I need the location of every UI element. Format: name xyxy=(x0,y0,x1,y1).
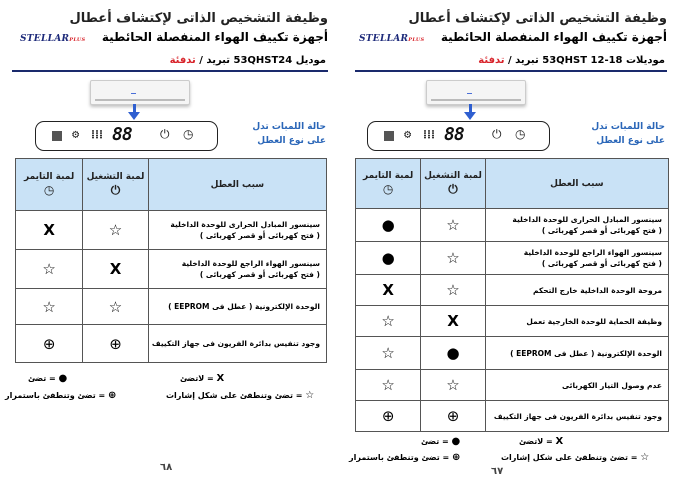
star-outline-icon: ☆ xyxy=(421,242,485,275)
arrow-head-icon xyxy=(128,112,140,120)
star-outline-icon: ☆ xyxy=(356,370,421,401)
x-mark: X xyxy=(356,275,421,306)
title-underline xyxy=(12,70,328,72)
header-cause: سبب العطل xyxy=(485,159,668,209)
star-outline-icon: ☆ xyxy=(640,452,650,463)
indoor-unit-image xyxy=(426,80,526,105)
title-underline xyxy=(355,70,667,72)
legend-x: X = لاتضئ xyxy=(519,436,564,447)
cause-cell: سينسور الهواء الراجع للوحدة الداخلية ( فتح كهربائى أو قصر كهربائى ) xyxy=(148,250,326,289)
page-right xyxy=(341,0,673,480)
header-timer-lamp: لمبة التايمر ◷ xyxy=(356,159,421,209)
table-row xyxy=(356,337,669,370)
page-left xyxy=(0,0,334,480)
page-subtitle: أجهزة تكييف الهواء المنفصلة الحائطية xyxy=(440,30,667,44)
bars-icon: ⁞⁞⁞ xyxy=(91,127,103,141)
filled-dot-icon: ● xyxy=(421,337,485,370)
power-icon: ⏻ xyxy=(160,127,170,141)
cause-cell: الوحدة الإلكترونية ( عطل فى EEPROM ) xyxy=(148,289,326,325)
indicator-dot xyxy=(131,93,136,94)
legend-dot: ● = تضئ xyxy=(28,373,68,384)
star-outline-icon: ☆ xyxy=(16,250,83,289)
page-title: وظيفة التشخيص الذاتى لإكتشاف أعطال xyxy=(408,11,667,26)
cause-cell: الوحدة الإلكترونية ( عطل فى EEPROM ) xyxy=(485,337,668,370)
digits-display: 88 xyxy=(444,124,464,145)
star-outline-icon: ☆ xyxy=(83,289,148,325)
circle-cross-icon: ⊕ xyxy=(16,325,83,363)
star-outline-icon: ☆ xyxy=(421,275,485,306)
mode-cool: تبريد / xyxy=(508,55,539,66)
timer-icon: ◷ xyxy=(43,183,55,197)
table-row xyxy=(356,401,669,432)
star-outline-icon: ☆ xyxy=(356,337,421,370)
arrow-head-icon xyxy=(464,112,476,120)
circle-cross-icon: ⊕ xyxy=(452,452,461,463)
star-outline-icon: ☆ xyxy=(83,211,148,250)
star-outline-icon: ☆ xyxy=(356,306,421,337)
star-outline-icon: ☆ xyxy=(16,289,83,325)
square-indicator-icon xyxy=(384,131,394,141)
error-table xyxy=(355,158,669,432)
x-mark: X xyxy=(16,211,83,250)
x-mark: X xyxy=(421,306,485,337)
filled-dot-icon: ● xyxy=(58,373,68,384)
star-outline-icon: ☆ xyxy=(421,209,485,242)
header-cause: سبب العطل xyxy=(148,159,326,211)
circle-cross-icon: ⊕ xyxy=(108,390,117,401)
header-timer-lamp: لمبة التايمر ◷ xyxy=(16,159,83,211)
cause-cell: وظيفة الحماية للوحدة الخارجية تعمل xyxy=(485,306,668,337)
circle-cross-icon: ⊕ xyxy=(356,401,421,432)
table-row xyxy=(16,250,327,289)
table-row xyxy=(16,211,327,250)
x-mark: X xyxy=(83,250,148,289)
model-label: موديل xyxy=(295,55,326,66)
power-icon: ⏻ xyxy=(448,181,458,196)
model-row xyxy=(478,55,665,66)
model-label: موديلات xyxy=(626,55,665,66)
power-icon: ⏻ xyxy=(110,182,121,197)
square-indicator-icon xyxy=(52,131,62,141)
table-row xyxy=(356,209,669,242)
cause-cell: مروحة الوحدة الداخلية خارج التحكم xyxy=(485,275,668,306)
stellar-logo: STELLARPLUS xyxy=(359,34,425,44)
page-number: ٦٨ xyxy=(160,462,173,473)
model-row xyxy=(170,55,326,66)
bars-icon: ⁞⁞⁞ xyxy=(423,127,435,141)
cause-cell: سينسور المبادل الحرارى للوحدة الداخلية ( فتح كهربائى أو قصر كهربائى ) xyxy=(485,209,668,242)
header-run-lamp: لمبة التشغيل ⏻ xyxy=(83,159,148,211)
mode-heat: تدفئة xyxy=(169,55,196,66)
legend-flash: ⊕ = تضئ وتنطفئ باستمرار xyxy=(5,390,117,401)
table-row xyxy=(16,289,327,325)
legend-x: X = لاتضئ xyxy=(180,373,225,384)
legend-star: ☆ = تضئ وتنطفئ على شكل إشارات xyxy=(166,390,315,401)
error-table xyxy=(15,158,327,363)
star-outline-icon: ☆ xyxy=(305,390,315,401)
cause-cell: وجود تنفيس بدائرة الفريون فى جهاز التكييف xyxy=(148,325,326,363)
model-number: 53QHST24 xyxy=(233,55,293,66)
table-row xyxy=(356,242,669,275)
table-row xyxy=(356,275,669,306)
model-number: 53QHST 12-18 xyxy=(542,55,623,66)
circle-cross-icon: ⊕ xyxy=(421,401,485,432)
table-row xyxy=(356,306,669,337)
table-row xyxy=(356,370,669,401)
mode-heat: تدفئة xyxy=(478,55,505,66)
cause-cell: سينسور المبادل الحرارى للوحدة الداخلية ( فتح كهربائى أو قصر كهربائى ) xyxy=(148,211,326,250)
star-outline-icon: ☆ xyxy=(421,370,485,401)
power-icon: ⏻ xyxy=(492,127,502,141)
timer-icon: ◷ xyxy=(515,127,526,141)
cause-cell: عدم وصول التيار الكهربائى xyxy=(485,370,668,401)
stellar-logo: STELLARPLUS xyxy=(20,34,86,44)
cause-cell: وجود تنفيس بدائرة الفريون فى جهاز التكييف xyxy=(485,401,668,432)
filled-dot-icon: ● xyxy=(451,436,461,447)
lamp-state-label: حالة اللمبات تدل على نوع العطل xyxy=(252,122,326,146)
header-run-lamp: لمبة التشغيل ⏻ xyxy=(421,159,485,209)
fan-icon: ⚙ xyxy=(404,127,412,141)
legend-flash: ⊕ = تضئ وتنطفئ باستمرار xyxy=(349,452,461,463)
legend-star: ☆ = تضئ وتنطفئ على شكل إشارات xyxy=(501,452,650,463)
page-title: وظيفة التشخيص الذاتى لإكتشاف أعطال xyxy=(69,11,328,26)
page-subtitle: أجهزة تكييف الهواء المنفصلة الحائطية xyxy=(101,30,328,44)
table-row xyxy=(16,325,327,363)
circle-cross-icon: ⊕ xyxy=(83,325,148,363)
indicator-dot xyxy=(467,93,472,94)
indoor-unit-image xyxy=(90,80,190,105)
legend-dot: ● = تضئ xyxy=(421,436,461,447)
timer-icon: ◷ xyxy=(183,127,194,141)
filled-dot-icon: ● xyxy=(356,242,421,275)
digits-display: 88 xyxy=(112,124,132,145)
lamp-state-label: حالة اللمبات تدل على نوع العطل xyxy=(591,122,665,146)
mode-cool: تبريد / xyxy=(199,55,231,66)
filled-dot-icon: ● xyxy=(356,209,421,242)
display-panel xyxy=(367,121,550,151)
cause-cell: سينسور الهواء الراجع للوحدة الداخلية ( فتح كهربائى أو قصر كهربائى ) xyxy=(485,242,668,275)
display-panel xyxy=(35,121,218,151)
timer-icon: ◷ xyxy=(382,182,394,196)
page-number: ٦٧ xyxy=(491,466,504,477)
fan-icon: ⚙ xyxy=(72,127,80,141)
